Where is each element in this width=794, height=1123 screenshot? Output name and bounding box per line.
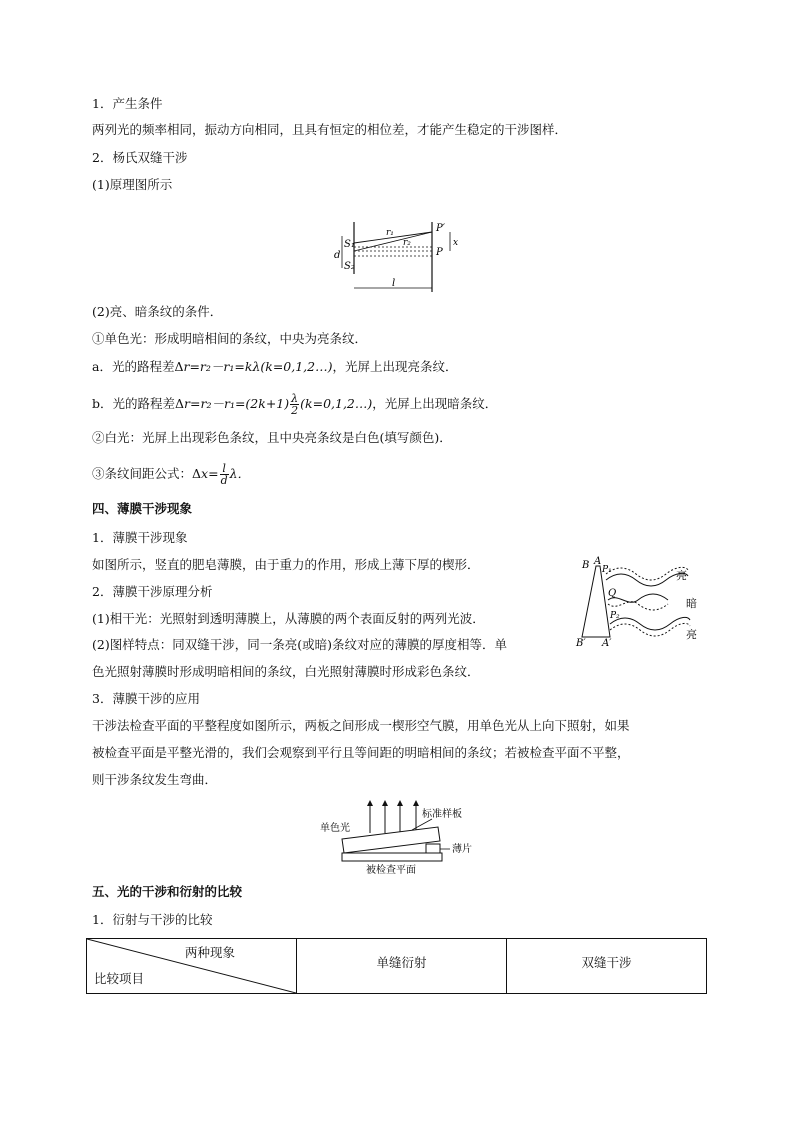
label-p: P	[436, 247, 443, 258]
table-header-row	[87, 939, 707, 994]
label-a: A	[594, 556, 602, 567]
label-r2: r₂	[403, 238, 411, 248]
item-fringe-spacing: ③条纹间距公式：Δx= $\frac{l}{d}$ λ．	[92, 462, 251, 487]
header-single-slit: 单缝衍射	[297, 939, 507, 994]
double-slit-diagram	[330, 218, 470, 298]
label-bright-bottom: 亮	[686, 628, 697, 641]
label-a-prime: A′	[602, 638, 612, 649]
label-d: d	[334, 250, 341, 261]
label-standard-plate: 标准样板	[422, 809, 462, 820]
heading-diffraction-vs-interference: 1．衍射与干涉的比较	[92, 912, 213, 927]
label-p1: P₁	[602, 565, 612, 575]
item-monochromatic: ①单色光：形成明暗相间的条纹，中央为亮条纹．	[92, 331, 368, 346]
paragraph-conditions: 两列光的频率相同，振动方向相同，且具有恒定的相位差，才能产生稳定的干涉图样．	[92, 122, 568, 137]
label-test-plane: 被检查平面	[366, 865, 416, 876]
heading-thin-film-principle: 2．薄膜干涉原理分析	[92, 584, 213, 599]
section-title-comparison: 五、光的干涉和衍射的比较	[92, 884, 243, 899]
label-x: x	[453, 238, 459, 248]
heading-thin-film-phenomenon: 1．薄膜干涉现象	[92, 530, 188, 545]
paragraph-application-1: 干涉法检查平面的平整程度如图所示，两板之间形成一楔形空气膜，用单色光从上向下照射，如果	[92, 718, 630, 733]
heading-thin-film-application: 3．薄膜干涉的应用	[92, 691, 200, 706]
diagonal-header-cell	[87, 939, 297, 994]
label-s2: S₂	[344, 261, 355, 272]
header-phenomena: 两种现象	[185, 945, 236, 960]
header-compare-items: 比较项目	[94, 971, 145, 986]
subheading-principle: (1)原理图所示	[92, 177, 173, 192]
heading-young-double-slit: 2．杨氏双缝干涉	[92, 150, 188, 165]
label-monochromatic-light: 单色光	[320, 823, 350, 834]
label-bright-top: 亮	[676, 569, 687, 582]
label-r1: r₁	[386, 228, 394, 238]
paragraph-thin-film: 如图所示，竖直的肥皂薄膜，由于重力的作用，形成上薄下厚的楔形．	[92, 557, 480, 572]
paragraph-application-3: 则干涉条纹发生弯曲．	[92, 772, 218, 787]
paragraph-application-2: 被检查平面是平整光滑的，我们会观察到平行且等间距的明暗相间的条纹；若被检查平面不平整，	[92, 745, 630, 760]
thin-film-diagram	[568, 552, 708, 652]
flatness-test-diagram	[320, 797, 480, 877]
label-p2: P₂	[610, 611, 620, 621]
comparison-table	[86, 938, 707, 994]
label-p-prime: P′	[436, 223, 445, 234]
section-title-thin-film: 四、薄膜干涉现象	[92, 501, 193, 516]
paragraph-coherent-light: (1)相干光：光照射到透明薄膜上，从薄膜的两个表面反射的两列光波．	[92, 611, 485, 626]
item-bright-condition: a．光的路程差Δr=r₂－r₁=kλ(k=0,1,2…)，光屏上出现亮条纹．	[92, 359, 458, 374]
label-b: B	[582, 560, 590, 571]
item-dark-condition: b．光的路程差Δr=r₂－r₁=(2k+1) $\frac{\lambda}{2}$ (k=0,1,2…)，光屏上出现暗条纹．	[92, 392, 498, 417]
label-l: l	[392, 278, 396, 289]
header-double-slit: 双缝干涉	[507, 939, 707, 994]
heading-conditions: 1．产生条件	[92, 96, 163, 111]
paragraph-pattern-features: (2)图样特点：同双缝干涉，同一条亮(或暗)条纹对应的薄膜的厚度相等．单	[92, 637, 507, 652]
label-shim: 薄片	[452, 844, 472, 855]
label-s1: S₁	[344, 239, 355, 250]
label-b-prime: B′	[576, 638, 586, 649]
item-white-light: ②白光：光屏上出现彩色条纹，且中央亮条纹是白色(填写颜色)．	[92, 430, 452, 445]
subheading-fringe-conditions: (2)亮、暗条纹的条件．	[92, 304, 223, 319]
label-dark: 暗	[686, 597, 697, 610]
label-q: Q	[608, 588, 617, 599]
paragraph-pattern-features-cont: 色光照射薄膜时形成明暗相间的条纹，白光照射薄膜时形成彩色条纹．	[92, 664, 480, 679]
